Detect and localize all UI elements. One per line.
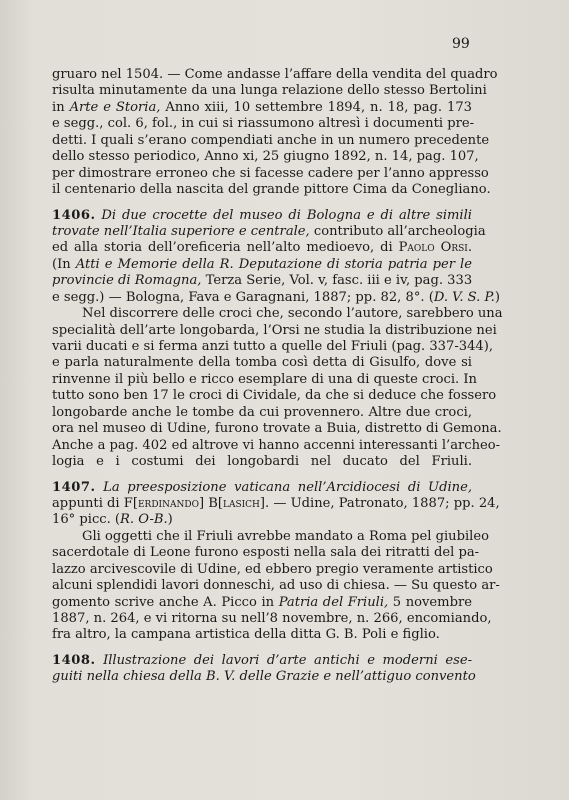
text-line: e segg., col. 6, fol., in cui si riassumono altresì i documenti pre-: [52, 116, 475, 132]
entry-1407-line: alcuni splendidi lavori donneschi, ad uso di chiesa. — Su questo ar-: [52, 578, 500, 594]
entry-1406-line: e parla naturalmente della tomba così detta di Gisulfo, dove si: [52, 355, 472, 371]
entry-1406-line: trovate nell’Italia superiore e centrale, contributo all’archeologia: [52, 223, 486, 239]
entry-1406-line: Nel discorrere delle croci che, secondo l’autore, sarebbero una: [82, 306, 503, 322]
entry-1407-line: fra altro, la campana artistica della ditta G. B. Poli e figlio.: [52, 627, 440, 643]
entry-1406-line: logia e i costumi dei longobardi nel ducato del Friuli.: [52, 454, 472, 470]
page-number: 99: [452, 36, 470, 52]
entry-1406-line: tutto sono ben 17 le croci di Cividale, da che si deduce che fossero: [52, 388, 497, 404]
entry-1406-line: specialità dell’arte longobarda, l’Orsi ne studia la distribuzione nei: [52, 322, 497, 338]
entry-1407-line: 1407. La preesposizione vaticana nell’Arcidiocesi di Udine,: [52, 479, 472, 495]
entry-1407-line: sacerdotale di Leone furono esposti nella sala dei ritratti del pa-: [52, 545, 480, 561]
entry-number: 1407.: [52, 479, 96, 495]
entry-1406-line: longobarde anche le tombe da cui provennero. Altre due croci,: [52, 404, 472, 420]
entry-1407-line: 1887, n. 264, e vi ritorna su nell’8 novembre, n. 266, encomiando,: [52, 611, 492, 626]
text-line: detti. I quali s’erano compendiati anche in un numero precedente: [52, 132, 490, 148]
entry-1406-line: Anche a pag. 402 ed altrove vi hanno accenni interessanti l’archeo-: [52, 437, 501, 453]
entry-1406-line: rinvenne il più bello e ricco esemplare di una di queste croci. In: [52, 371, 477, 387]
entry-1406-line: varii ducati e si ferma anzi tutto a quelle del Friuli (pag. 337-344),: [52, 339, 494, 354]
text-line: gruaro nel 1504. — Come andasse l’affare della vendita del quadro: [52, 67, 498, 82]
text-line: il centenario della nascita del grande pittore Cima da Conegliano.: [52, 182, 491, 198]
entry-number: 1408.: [52, 652, 96, 668]
text-line: per dimostrare erroneo che si facesse cadere per l’anno appresso: [52, 165, 489, 181]
text-line: in Arte e Storia, Anno xiii, 10 settembre 1894, n. 18, pag. 173: [52, 99, 472, 115]
entry-1406-line: (In Atti e Memorie della R. Deputazione di storia patria per le: [52, 256, 472, 272]
entry-1408-line: 1408. Illustrazione dei lavori d’arte antichi e moderni ese-: [52, 652, 472, 668]
entry-1406-line: 1406. Di due crocette del museo di Bologna e di altre simili: [52, 207, 472, 223]
entry-1407-line: lazzo arcivescovile di Udine, ed ebbero pregio veramente artistico: [52, 561, 493, 577]
entry-1406-line: e segg.) — Bologna, Fava e Garagnani, 1887; pp. 82, 8°. (D. V. S. P.): [52, 289, 500, 305]
entry-1407-line: gomento scrive anche A. Picco in Patria del Friuli, 5 novembre: [52, 594, 472, 610]
entry-1406-line: ed alla storia dell’oreficeria nell’alto medioevo, di Paolo Orsi.: [52, 240, 472, 256]
text-line: dello stesso periodico, Anno xi, 25 giugno 1892, n. 14, pag. 107,: [52, 149, 479, 165]
entry-1406-line: ora nel museo di Udine, furono trovate a Buia, distretto di Gemona.: [52, 421, 502, 437]
entry-1407-line: 16° picc. (R. O-B.): [52, 512, 173, 528]
page-body: [52, 67, 503, 686]
text-line: risulta minutamente da una lunga relazione dello stesso Bertolini: [52, 83, 487, 99]
entry-1407-line: appunti di F[erdinando] B[lasich]. — Udine, Patronato, 1887; pp. 24,: [52, 495, 500, 511]
entry-1407-line: Gli oggetti che il Friuli avrebbe mandato a Roma pel giubileo: [82, 528, 489, 544]
entry-1408-line: guiti nella chiesa della B. V. delle Grazie e nell’attiguo convento: [52, 669, 476, 685]
entry-number: 1406.: [52, 207, 96, 223]
entry-1406-line: provincie di Romagna, Terza Serie, Vol. v, fasc. iii e iv, pag. 333: [52, 273, 473, 289]
